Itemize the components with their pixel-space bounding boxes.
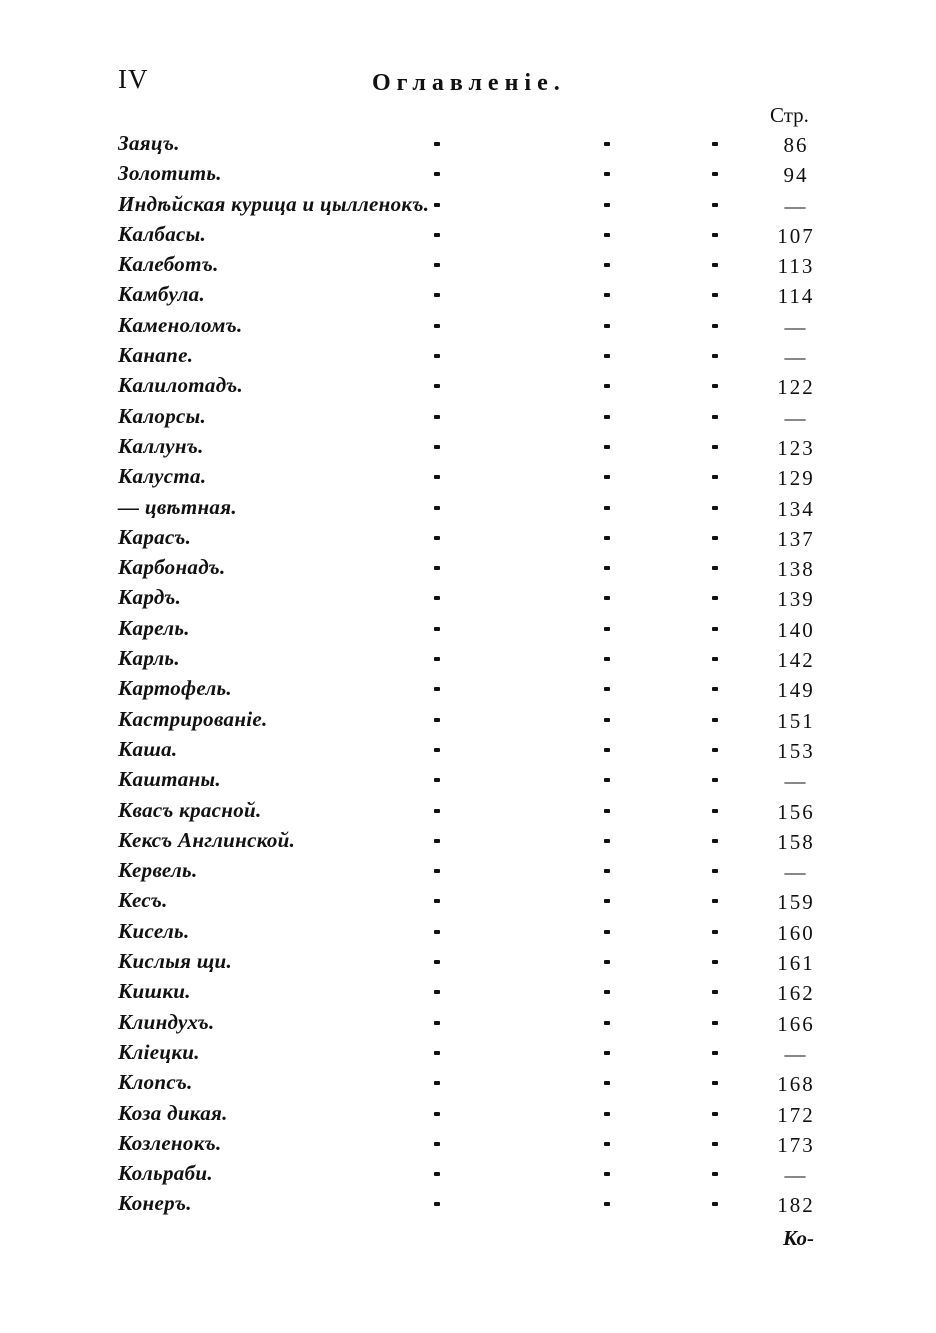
leader-dash — [712, 1021, 718, 1025]
leader-dash — [604, 172, 610, 176]
leader-dash — [434, 536, 440, 540]
leader-dash — [712, 293, 718, 297]
toc-page-number: — — [784, 1163, 808, 1188]
leader-dash — [604, 718, 610, 722]
table-of-contents — [0, 131, 936, 1222]
toc-entry-name: Кексъ Англинской. — [118, 827, 296, 852]
toc-entry-name: Заяцъ. — [118, 131, 180, 155]
toc-row — [0, 464, 936, 494]
toc-row — [0, 434, 936, 464]
toc-page-number: 151 — [777, 708, 815, 733]
leader-dash — [712, 990, 718, 994]
leader-dash — [434, 1172, 440, 1176]
toc-row — [0, 1010, 936, 1040]
leader-dash — [434, 1112, 440, 1116]
leader-dash — [604, 748, 610, 752]
leader-dash — [712, 354, 718, 358]
leader-dash — [604, 778, 610, 782]
toc-page-number: 173 — [777, 1132, 815, 1157]
leader-dash — [712, 566, 718, 570]
leader-dash — [434, 596, 440, 600]
toc-page-number: 168 — [777, 1072, 815, 1097]
toc-entry-name: Индѣйская курица и цылленокъ. — [118, 191, 430, 216]
leader-dash — [712, 1172, 718, 1176]
toc-entry-name: Каллунъ. — [118, 433, 204, 458]
leader-dash — [712, 1142, 718, 1146]
leader-dash — [604, 657, 610, 661]
leader-dash — [712, 809, 718, 813]
leader-dash — [712, 1112, 718, 1116]
leader-dash — [434, 566, 440, 570]
leader-dash — [712, 445, 718, 449]
toc-page-number: — — [784, 193, 808, 218]
leader-dash — [712, 748, 718, 752]
toc-entry-name: Клиндухъ. — [118, 1009, 215, 1034]
toc-page-number: 153 — [777, 738, 815, 763]
toc-row — [0, 585, 936, 615]
toc-page-number: 137 — [777, 526, 815, 551]
toc-page-number: 123 — [777, 435, 815, 460]
toc-page-number: 160 — [777, 920, 815, 945]
leader-dash — [434, 748, 440, 752]
toc-entry-name: Кесъ. — [118, 888, 168, 913]
toc-page-number: — — [784, 314, 808, 339]
toc-entry-name: Калорсы. — [118, 403, 207, 428]
toc-entry-name: Каштаны. — [118, 767, 221, 792]
leader-dash — [434, 839, 440, 843]
toc-row — [0, 222, 936, 252]
toc-row — [0, 707, 936, 737]
leader-dash — [434, 354, 440, 358]
leader-dash — [604, 475, 610, 479]
toc-row — [0, 282, 936, 312]
toc-row — [0, 404, 936, 434]
toc-row — [0, 949, 936, 979]
toc-page-number: 166 — [777, 1011, 815, 1036]
toc-entry-name: Карель. — [118, 615, 190, 640]
toc-row — [0, 646, 936, 676]
toc-page-number: 149 — [777, 678, 815, 703]
leader-dash — [712, 172, 718, 176]
toc-page-number: 140 — [777, 617, 815, 642]
toc-page-number: 138 — [777, 557, 815, 582]
toc-row — [0, 252, 936, 282]
leader-dash — [712, 778, 718, 782]
page-title: Оглавленiе. — [372, 70, 566, 96]
leader-dash — [434, 233, 440, 237]
toc-row — [0, 343, 936, 373]
leader-dash — [712, 263, 718, 267]
toc-page-number: 107 — [777, 223, 815, 248]
leader-dash — [434, 1202, 440, 1206]
leader-dash — [604, 839, 610, 843]
leader-dash — [604, 1142, 610, 1146]
toc-page-number: 122 — [777, 375, 815, 400]
toc-row — [0, 858, 936, 888]
toc-entry-name: Козленокъ. — [118, 1130, 222, 1155]
leader-dash — [434, 718, 440, 722]
toc-row — [0, 525, 936, 555]
leader-dash — [434, 203, 440, 207]
leader-dash — [434, 899, 440, 903]
leader-dash — [712, 899, 718, 903]
leader-dash — [604, 627, 610, 631]
leader-dash — [434, 263, 440, 267]
leader-dash — [604, 566, 610, 570]
toc-page-number: 139 — [777, 587, 815, 612]
toc-page-number: 114 — [777, 284, 815, 309]
toc-row — [0, 919, 936, 949]
toc-entry-name: Картофель. — [118, 676, 232, 701]
leader-dash — [434, 960, 440, 964]
toc-page-number: 142 — [777, 648, 815, 673]
leader-dash — [712, 324, 718, 328]
toc-page-number: 182 — [777, 1193, 815, 1218]
toc-entry-name: — цвѣтная. — [118, 494, 237, 519]
leader-dash — [712, 596, 718, 600]
leader-dash — [434, 627, 440, 631]
toc-page-number: 156 — [777, 799, 815, 824]
leader-dash — [604, 687, 610, 691]
toc-entry-name: Клiецки. — [118, 1039, 200, 1064]
toc-page-number: 94 — [783, 163, 809, 188]
leader-dash — [434, 445, 440, 449]
toc-page-number: 86 — [783, 133, 809, 157]
leader-dash — [712, 142, 718, 146]
toc-entry-name: Калилотадъ. — [118, 373, 244, 398]
leader-dash — [604, 869, 610, 873]
toc-row — [0, 495, 936, 525]
toc-entry-name: Камбула. — [118, 282, 206, 307]
leader-dash — [712, 415, 718, 419]
toc-row — [0, 979, 936, 1009]
leader-dash — [712, 869, 718, 873]
toc-row — [0, 676, 936, 706]
leader-dash — [604, 1021, 610, 1025]
toc-page-number: — — [784, 769, 808, 794]
toc-page-number: — — [784, 405, 808, 430]
toc-entry-name: Карбонадъ. — [118, 555, 226, 580]
leader-dash — [604, 1172, 610, 1176]
leader-dash — [712, 839, 718, 843]
leader-dash — [604, 930, 610, 934]
leader-dash — [434, 1081, 440, 1085]
toc-entry-name: Карасъ. — [118, 524, 192, 549]
leader-dash — [434, 142, 440, 146]
leader-dash — [604, 536, 610, 540]
page-number: IV — [118, 64, 149, 94]
leader-dash — [604, 1112, 610, 1116]
leader-dash — [604, 324, 610, 328]
leader-dash — [434, 990, 440, 994]
toc-entry-name: Канапе. — [118, 343, 194, 368]
leader-dash — [604, 1081, 610, 1085]
toc-row — [0, 192, 936, 222]
leader-dash — [604, 809, 610, 813]
leader-dash — [604, 506, 610, 510]
leader-dash — [712, 960, 718, 964]
leader-dash — [712, 930, 718, 934]
leader-dash — [604, 1051, 610, 1055]
leader-dash — [604, 445, 610, 449]
toc-page-number: 161 — [777, 951, 815, 976]
leader-dash — [604, 415, 610, 419]
toc-page-number: 129 — [777, 466, 815, 491]
leader-dash — [434, 809, 440, 813]
leader-dash — [712, 687, 718, 691]
leader-dash — [604, 203, 610, 207]
leader-dash — [604, 263, 610, 267]
toc-page-number: — — [784, 345, 808, 370]
toc-entry-name: Конеръ. — [118, 1191, 192, 1216]
leader-dash — [434, 869, 440, 873]
leader-dash — [604, 596, 610, 600]
catchword: Ко- — [783, 1226, 814, 1250]
toc-entry-name: Кишки. — [118, 979, 191, 1004]
leader-dash — [604, 1202, 610, 1206]
leader-dash — [434, 1051, 440, 1055]
toc-entry-name: Кольраби. — [118, 1161, 213, 1186]
toc-page-number: — — [784, 1041, 808, 1066]
toc-page-number: 172 — [777, 1102, 815, 1127]
toc-entry-name: Каша. — [118, 736, 178, 761]
toc-entry-name: Калеботъ. — [118, 252, 219, 277]
leader-dash — [604, 384, 610, 388]
toc-page-number: 158 — [777, 829, 815, 854]
toc-row — [0, 555, 936, 585]
toc-page-number: 113 — [777, 254, 815, 279]
leader-dash — [434, 778, 440, 782]
leader-dash — [712, 627, 718, 631]
leader-dash — [434, 1021, 440, 1025]
toc-row — [0, 313, 936, 343]
toc-entry-name: Каменоломъ. — [118, 312, 243, 337]
leader-dash — [604, 960, 610, 964]
toc-row — [0, 828, 936, 858]
toc-row — [0, 888, 936, 918]
toc-row — [0, 373, 936, 403]
toc-entry-name: Кисель. — [118, 918, 190, 943]
toc-row — [0, 1040, 936, 1070]
toc-page-number: — — [784, 860, 808, 885]
leader-dash — [434, 687, 440, 691]
leader-dash — [712, 203, 718, 207]
leader-dash — [712, 1051, 718, 1055]
toc-row — [0, 131, 936, 161]
leader-dash — [434, 172, 440, 176]
toc-row — [0, 737, 936, 767]
toc-row — [0, 1070, 936, 1100]
leader-dash — [604, 142, 610, 146]
leader-dash — [712, 657, 718, 661]
leader-dash — [434, 415, 440, 419]
toc-entry-name: Калбасы. — [118, 221, 207, 246]
leader-dash — [434, 475, 440, 479]
leader-dash — [712, 233, 718, 237]
leader-dash — [434, 506, 440, 510]
toc-page-number: 134 — [777, 496, 815, 521]
leader-dash — [712, 718, 718, 722]
leader-dash — [434, 293, 440, 297]
leader-dash — [712, 1202, 718, 1206]
toc-page-number: 162 — [777, 981, 815, 1006]
toc-row — [0, 798, 936, 828]
leader-dash — [434, 1142, 440, 1146]
leader-dash — [712, 536, 718, 540]
toc-entry-name: Золотить. — [118, 161, 222, 186]
leader-dash — [604, 233, 610, 237]
leader-dash — [434, 324, 440, 328]
leader-dash — [712, 384, 718, 388]
toc-row — [0, 767, 936, 797]
leader-dash — [434, 384, 440, 388]
leader-dash — [604, 293, 610, 297]
toc-entry-name: Калуста. — [118, 464, 207, 489]
toc-entry-name: Карль. — [118, 646, 180, 671]
leader-dash — [712, 1081, 718, 1085]
toc-row — [0, 616, 936, 646]
toc-page-number: 159 — [777, 890, 815, 915]
toc-entry-name: Кастрированiе. — [118, 706, 268, 731]
leader-dash — [434, 930, 440, 934]
toc-entry-name: Клопсъ. — [118, 1070, 193, 1095]
page-column-heading: Стр. — [770, 103, 809, 127]
toc-row — [0, 1101, 936, 1131]
leader-dash — [712, 506, 718, 510]
toc-row — [0, 1191, 936, 1221]
leader-dash — [604, 899, 610, 903]
toc-row — [0, 161, 936, 191]
toc-entry-name: Кислыя щи. — [118, 949, 233, 974]
leader-dash — [604, 990, 610, 994]
toc-entry-name: Кардъ. — [118, 585, 182, 610]
toc-row — [0, 1161, 936, 1191]
toc-entry-name: Кервель. — [118, 858, 198, 883]
leader-dash — [434, 657, 440, 661]
toc-entry-name: Коза дикая. — [118, 1100, 228, 1125]
leader-dash — [604, 354, 610, 358]
leader-dash — [712, 475, 718, 479]
toc-entry-name: Квасъ красной. — [118, 797, 262, 822]
toc-row — [0, 1131, 936, 1161]
